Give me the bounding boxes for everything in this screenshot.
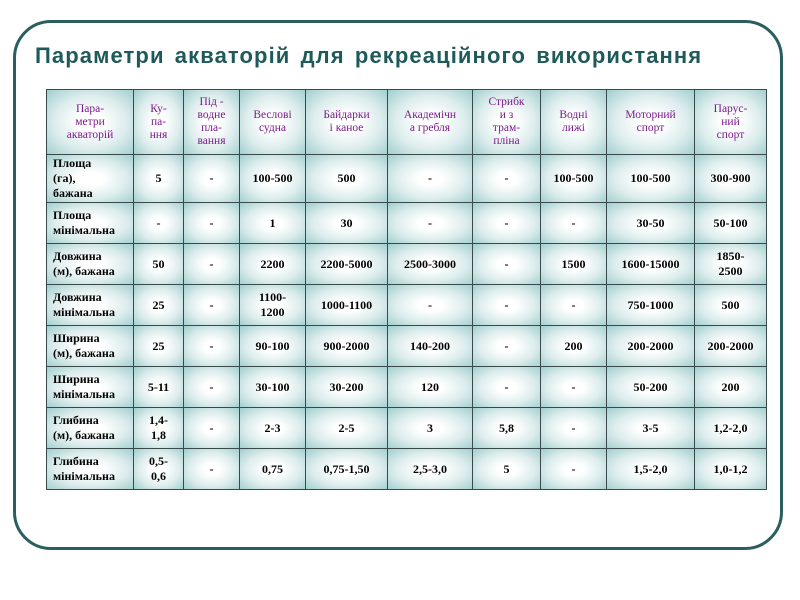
table-cell: 50	[134, 244, 184, 285]
header-cell: Академічн а гребля	[388, 90, 473, 155]
table-cell: 2200	[240, 244, 306, 285]
header-cell: Парус- ний спорт	[695, 90, 767, 155]
table-cell: -	[473, 203, 541, 244]
table-cell: 2500-3000	[388, 244, 473, 285]
table-cell: 300-900	[695, 155, 767, 203]
table-cell: 1	[240, 203, 306, 244]
table-body	[47, 155, 767, 490]
row-label-cell: Площа мінімальна	[47, 203, 134, 244]
table-header-row	[47, 90, 767, 155]
table-cell: 100-500	[607, 155, 695, 203]
table-cell: 3	[388, 408, 473, 449]
table-cell: -	[184, 367, 240, 408]
table-cell: 5	[134, 155, 184, 203]
table-cell: 140-200	[388, 326, 473, 367]
table-cell: 25	[134, 285, 184, 326]
row-label-cell: Ширина мінімальна	[47, 367, 134, 408]
slide-title: Параметри акваторій для рекреаційного використання	[35, 43, 703, 68]
table-cell: 100-500	[541, 155, 607, 203]
table-cell: -	[184, 244, 240, 285]
table-cell: 30-200	[306, 367, 388, 408]
table-cell: 30	[306, 203, 388, 244]
table-cell: 50-200	[607, 367, 695, 408]
table-cell: -	[541, 449, 607, 490]
row-label-cell: Глибина (м), бажана	[47, 408, 134, 449]
table-cell: 200-2000	[607, 326, 695, 367]
table-cell: -	[184, 285, 240, 326]
row-label-cell: Площа (га), бажана	[47, 155, 134, 203]
header-cell: Моторний спорт	[607, 90, 695, 155]
table-row	[47, 203, 767, 244]
table-cell: 1850- 2500	[695, 244, 767, 285]
table-cell: -	[541, 408, 607, 449]
table-cell: -	[473, 244, 541, 285]
table-cell: 0,75	[240, 449, 306, 490]
table-cell: 5,8	[473, 408, 541, 449]
table-row	[47, 285, 767, 326]
table-cell: 2200-5000	[306, 244, 388, 285]
table-row	[47, 367, 767, 408]
table-cell: 2-3	[240, 408, 306, 449]
table-cell: -	[541, 367, 607, 408]
table-cell: 1,4- 1,8	[134, 408, 184, 449]
table-cell: 2-5	[306, 408, 388, 449]
header-cell: Пара- метри акваторій	[47, 90, 134, 155]
row-label-cell: Глибина мінімальна	[47, 449, 134, 490]
table-cell: -	[473, 155, 541, 203]
row-label-cell: Довжина мінімальна	[47, 285, 134, 326]
table-cell: 5	[473, 449, 541, 490]
table-cell: -	[388, 203, 473, 244]
table-cell: 3-5	[607, 408, 695, 449]
table-cell: 1600-15000	[607, 244, 695, 285]
table-cell: 200	[695, 367, 767, 408]
table-cell: 90-100	[240, 326, 306, 367]
table-cell: 1,2-2,0	[695, 408, 767, 449]
header-cell: Водні лижі	[541, 90, 607, 155]
table-cell: -	[184, 449, 240, 490]
table-cell: 500	[306, 155, 388, 203]
table-cell: -	[473, 285, 541, 326]
table-cell: 200-2000	[695, 326, 767, 367]
table-cell: -	[541, 285, 607, 326]
table-cell: 30-50	[607, 203, 695, 244]
header-cell: Веслові судна	[240, 90, 306, 155]
table-cell: -	[184, 155, 240, 203]
table-cell: 1500	[541, 244, 607, 285]
table-cell: -	[134, 203, 184, 244]
table-row	[47, 449, 767, 490]
table-cell: 200	[541, 326, 607, 367]
table-cell: -	[388, 155, 473, 203]
table-cell: 900-2000	[306, 326, 388, 367]
table-cell: -	[184, 326, 240, 367]
table-row	[47, 326, 767, 367]
table-cell: 1100- 1200	[240, 285, 306, 326]
table-cell: 50-100	[695, 203, 767, 244]
table-cell: 5-11	[134, 367, 184, 408]
header-cell: Ку- па- ння	[134, 90, 184, 155]
table-cell: 120	[388, 367, 473, 408]
table-cell: 0,5- 0,6	[134, 449, 184, 490]
table-cell: 750-1000	[607, 285, 695, 326]
header-cell: Стрибк и з трам- пліна	[473, 90, 541, 155]
row-label-cell: Ширина (м), бажана	[47, 326, 134, 367]
table-cell: 30-100	[240, 367, 306, 408]
table-cell: -	[184, 203, 240, 244]
table-cell: 1,0-1,2	[695, 449, 767, 490]
table-row	[47, 244, 767, 285]
table-row	[47, 408, 767, 449]
table-cell: 1,5-2,0	[607, 449, 695, 490]
table-cell: 2,5-3,0	[388, 449, 473, 490]
header-cell: Під - водне пла- вання	[184, 90, 240, 155]
table-cell: 500	[695, 285, 767, 326]
table-cell: 1000-1100	[306, 285, 388, 326]
table-cell: -	[473, 367, 541, 408]
header-cell: Байдарки і каное	[306, 90, 388, 155]
table-cell: -	[473, 326, 541, 367]
row-label-cell: Довжина (м), бажана	[47, 244, 134, 285]
table-cell: -	[184, 408, 240, 449]
table-cell: -	[541, 203, 607, 244]
table-cell: 0,75-1,50	[306, 449, 388, 490]
table-cell: -	[388, 285, 473, 326]
parameters-table	[46, 89, 767, 490]
table-cell: 25	[134, 326, 184, 367]
table-cell: 100-500	[240, 155, 306, 203]
table-row	[47, 155, 767, 203]
